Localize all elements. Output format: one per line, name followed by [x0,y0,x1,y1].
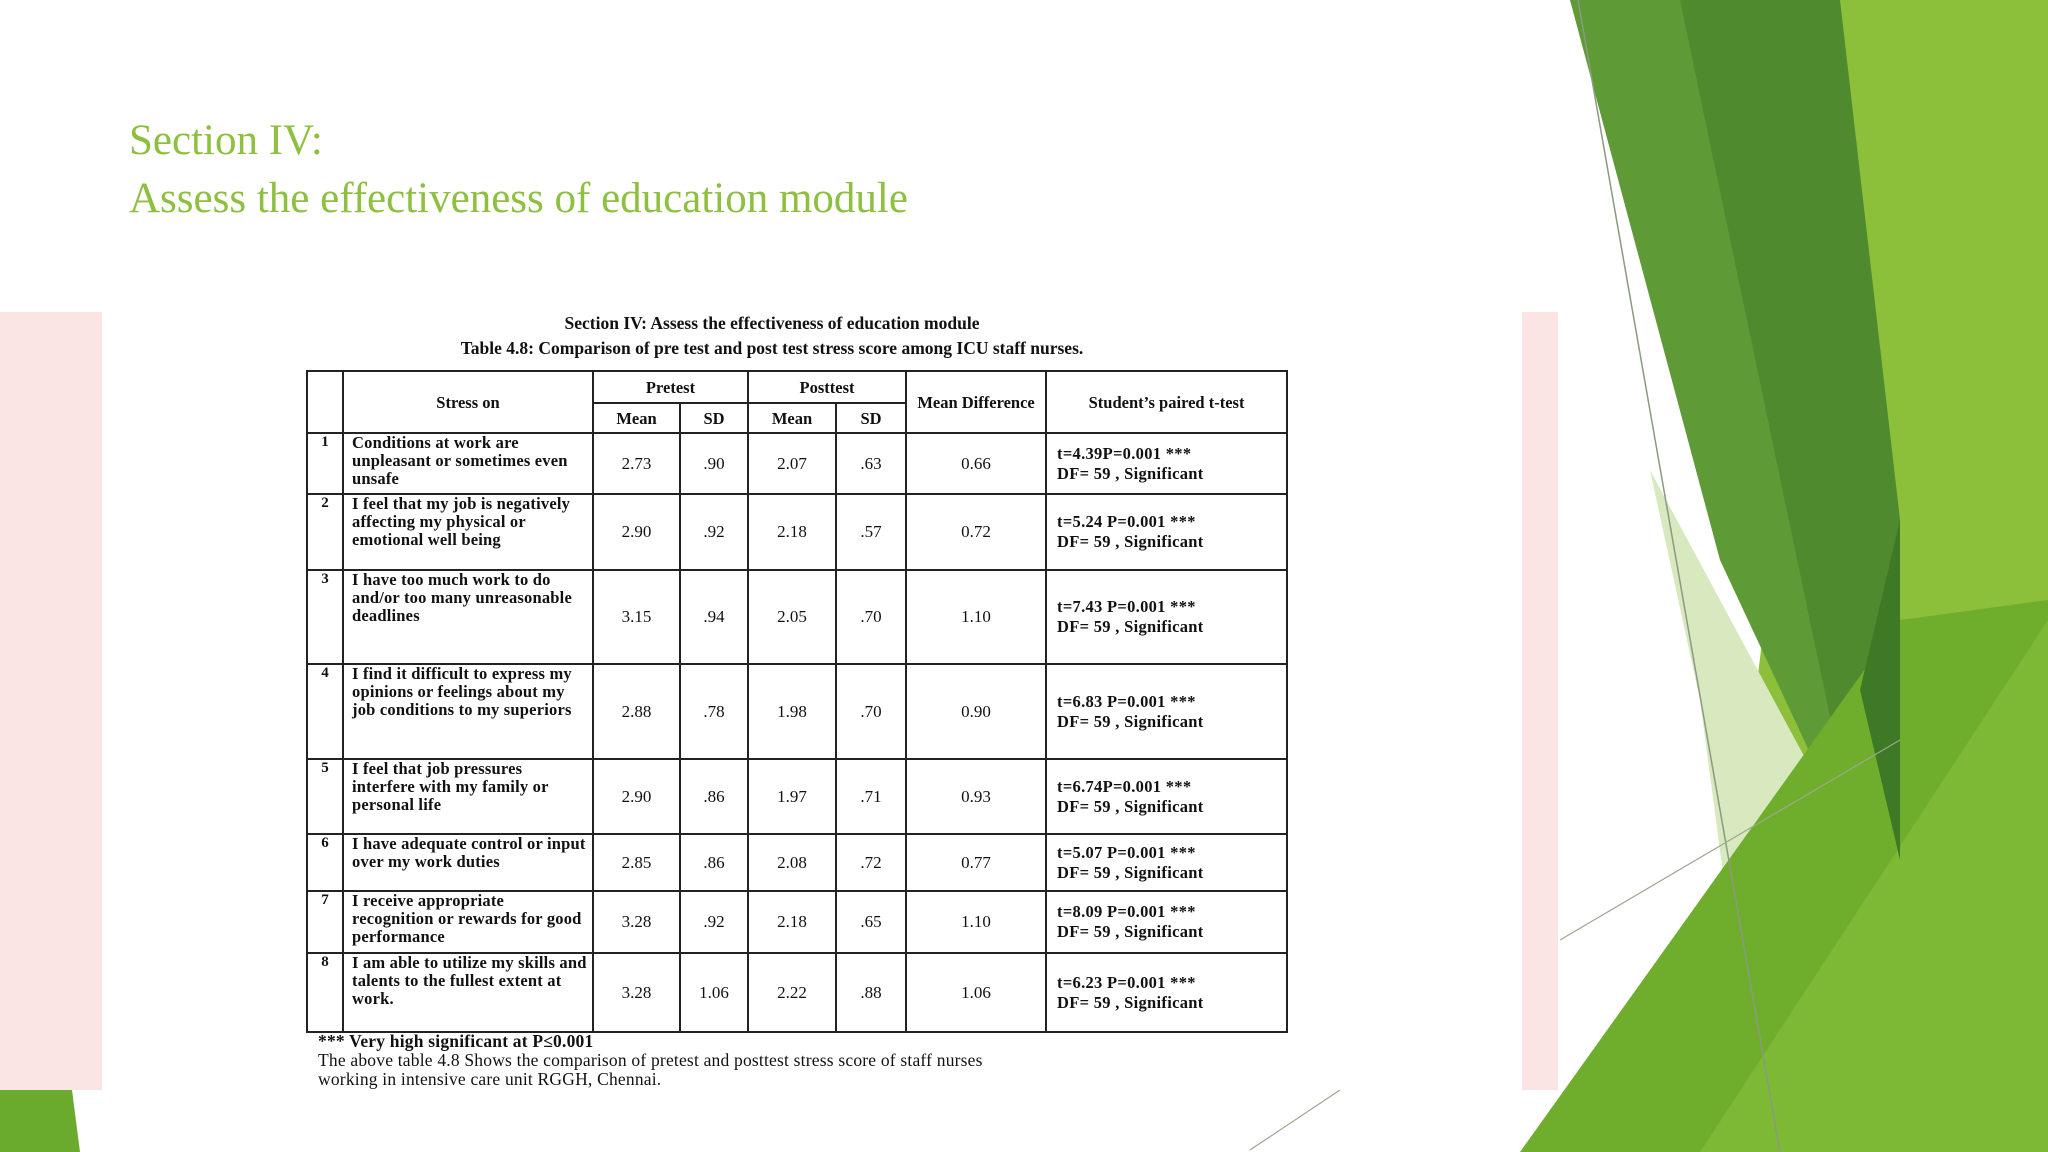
table-row [307,433,1287,494]
mean-difference: 0.66 [906,433,1046,494]
pretest-sd: .78 [680,664,748,759]
description-line1: The above table 4.8 Shows the comparison of pretest and posttest stress score of staff nurses [318,1050,983,1070]
pretest-sd: .92 [680,494,748,570]
posttest-sd: .72 [836,834,906,891]
posttest-sd: .57 [836,494,906,570]
stress-item: I feel that job pressures interfere with my family or personal life [343,759,593,834]
t-test-result [1046,570,1287,664]
image-left-edge [0,312,102,1090]
t-test-df: DF= 59 , Significant [1057,992,1204,1012]
table-caption: Table 4.8: Comparison of pre test and post test stress score among ICU staff nurses. [460,338,1084,358]
mean-difference: 1.10 [906,891,1046,953]
description-line2: working in intensive care unit RGGH, Chennai. [318,1069,662,1089]
significance-note: *** Very high significant at P≤0.001 [318,1031,594,1051]
header-stress-on: Stress on [343,371,593,433]
posttest-sd: .65 [836,891,906,953]
pretest-mean: 2.88 [593,664,680,759]
table-row [307,953,1287,1032]
stress-item: I have adequate control or input over my work duties [343,834,593,891]
mean-difference: 1.10 [906,570,1046,664]
posttest-mean: 2.07 [748,433,836,494]
t-test-result [1046,759,1287,834]
header-pretest: Pretest [593,371,748,403]
t-test-value: t=6.23 P=0.001 *** [1057,972,1196,992]
slide-title-line2: Assess the effectiveness of education module [129,175,908,222]
stress-item: Conditions at work are unpleasant or sometimes even unsafe [343,433,593,494]
pretest-mean: 3.15 [593,570,680,664]
t-test-result [1046,953,1287,1032]
t-test-df: DF= 59 , Significant [1057,463,1204,483]
pretest-sd: .86 [680,834,748,891]
t-test-result [1046,494,1287,570]
table-row [307,759,1287,834]
posttest-mean: 2.05 [748,570,836,664]
stress-item: I have too much work to do and/or too many unreasonable deadlines [343,570,593,664]
slide-title [129,112,908,228]
posttest-mean: 2.22 [748,953,836,1032]
table-row [307,834,1287,891]
t-test-df: DF= 59 , Significant [1057,862,1204,882]
t-test-df: DF= 59 , Significant [1057,711,1204,731]
stress-item: I find it difficult to express my opinions or feelings about my job conditions to my superiors [343,664,593,759]
posttest-sd: .63 [836,433,906,494]
pretest-mean: 3.28 [593,953,680,1032]
slide-title-line1: Section IV: [129,117,323,164]
row-number: 1 [307,433,343,494]
table-row [307,494,1287,570]
header-pre-mean: Mean [593,403,680,433]
t-test-value: t=5.07 P=0.001 *** [1057,842,1196,862]
t-test-value: t=8.09 P=0.001 *** [1057,902,1196,921]
row-number: 6 [307,834,343,891]
t-test-df: DF= 59 , Significant [1057,922,1204,941]
t-test-result [1046,664,1287,759]
posttest-sd: .70 [836,570,906,664]
stress-score-table [306,370,1288,1033]
t-test-result [1046,834,1287,891]
header-posttest: Posttest [748,371,906,403]
t-test-df: DF= 59 , Significant [1057,796,1204,816]
t-test-result [1046,891,1287,953]
pretest-sd: 1.06 [680,953,748,1032]
table-image [102,312,1522,1090]
t-test-value: t=4.39P=0.001 *** [1057,443,1192,463]
t-test-value: t=6.83 P=0.001 *** [1057,691,1196,711]
header-post-mean: Mean [748,403,836,433]
posttest-mean: 1.97 [748,759,836,834]
header-pre-sd: SD [680,403,748,433]
t-test-df: DF= 59 , Significant [1057,532,1204,551]
posttest-mean: 2.08 [748,834,836,891]
pretest-mean: 2.90 [593,494,680,570]
t-test-result [1046,433,1287,494]
stress-item: I am able to utilize my skills and talents to the fullest extent at work. [343,953,593,1032]
row-number: 7 [307,891,343,953]
pretest-sd: .90 [680,433,748,494]
pretest-mean: 2.85 [593,834,680,891]
header-sn [307,371,343,433]
mean-difference: 0.72 [906,494,1046,570]
posttest-sd: .71 [836,759,906,834]
pretest-mean: 2.90 [593,759,680,834]
mean-difference: 0.90 [906,664,1046,759]
posttest-mean: 2.18 [748,494,836,570]
table-row [307,570,1287,664]
pretest-mean: 3.28 [593,891,680,953]
mean-difference: 0.93 [906,759,1046,834]
header-post-sd: SD [836,403,906,433]
header-paired-t-test: Student’s paired t-test [1046,371,1287,433]
row-number: 8 [307,953,343,1032]
t-test-value: t=7.43 P=0.001 *** [1057,597,1196,616]
pretest-mean: 2.73 [593,433,680,494]
row-number: 2 [307,494,343,570]
pretest-sd: .86 [680,759,748,834]
pretest-sd: .92 [680,891,748,953]
table-row [307,664,1287,759]
table-footnote [318,1032,983,1089]
mean-difference: 1.06 [906,953,1046,1032]
t-test-value: t=5.24 P=0.001 *** [1057,512,1196,531]
facet-bottom-left [0,1090,80,1152]
row-number: 4 [307,664,343,759]
posttest-sd: .88 [836,953,906,1032]
t-test-value: t=6.74P=0.001 *** [1057,776,1192,796]
table-section-title: Section IV: Assess the effectiveness of education module [564,313,980,333]
pretest-sd: .94 [680,570,748,664]
stress-item: I receive appropriate recognition or rewards for good performance [343,891,593,953]
table-row [307,891,1287,953]
header-mean-difference: Mean Difference [906,371,1046,433]
thin-line-3 [1250,1090,1340,1150]
stress-item: I feel that my job is negatively affecting my physical or emotional well being [343,494,593,570]
row-number: 5 [307,759,343,834]
image-right-edge [1522,312,1558,1090]
posttest-sd: .70 [836,664,906,759]
row-number: 3 [307,570,343,664]
posttest-mean: 2.18 [748,891,836,953]
mean-difference: 0.77 [906,834,1046,891]
posttest-mean: 1.98 [748,664,836,759]
t-test-df: DF= 59 , Significant [1057,617,1204,636]
